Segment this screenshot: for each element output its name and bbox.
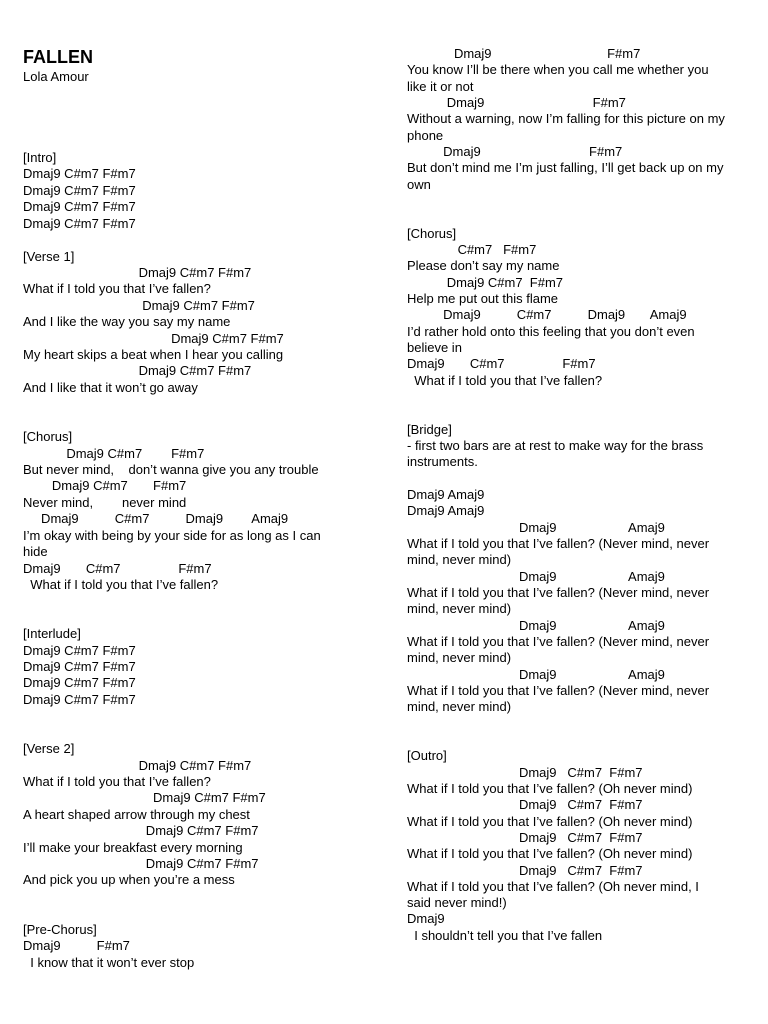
chord-line: Dmaj9 C#m7 F#m7 — [23, 691, 136, 707]
lyric-line: What if I told you that I’ve fallen? — [23, 773, 211, 789]
chord-line: Dmaj9 C#m7 F#m7 — [407, 862, 643, 878]
chord-line: Dmaj9 C#m7 F#m7 — [23, 297, 255, 313]
lyric-line: Help me put out this flame — [407, 290, 559, 306]
chord-line: Dmaj9 C#m7 F#m7 — [23, 757, 252, 773]
lyric-line: I’d rather hold onto this feeling that you don’t even — [407, 323, 695, 339]
chord-line: Dmaj9 C#m7 F#m7 — [23, 182, 136, 198]
section-label: [Outro] — [407, 748, 447, 764]
chord-line: Dmaj9 C#m7 F#m7 — [23, 659, 136, 675]
section-label: [Verse 1] — [23, 248, 75, 264]
lyric-line: I’ll make your breakfast every morning — [23, 839, 243, 855]
section-label: [Verse 2] — [23, 741, 75, 757]
lyric-line: I shouldn’t tell you that I’ve fallen — [407, 927, 603, 943]
chord-line: Dmaj9 Amaj9 — [407, 568, 665, 584]
lyric-line: mind, never mind) — [407, 650, 512, 666]
chord-line: Dmaj9 C#m7 F#m7 — [407, 356, 596, 372]
lyric-line: And I like the way you say my name — [23, 314, 231, 330]
lyric-line: own — [407, 176, 431, 192]
chord-line: Dmaj9 C#m7 F#m7 — [23, 363, 252, 379]
chord-line: Dmaj9 C#m7 F#m7 — [23, 199, 136, 215]
lyric-line: A heart shaped arrow through my chest — [23, 806, 250, 822]
chord-line: Dmaj9 C#m7 F#m7 — [23, 675, 136, 691]
section-label: [Chorus] — [407, 225, 457, 241]
lyric-line: mind, never mind) — [407, 552, 512, 568]
lyric-line: What if I told you that I’ve fallen? (Oh never mind) — [407, 780, 693, 796]
song-artist: Lola Amour — [23, 69, 89, 84]
lyric-line: What if I told you that I’ve fallen? (Oh never mind) — [407, 846, 693, 862]
chord-line: Dmaj9 C#m7 F#m7 — [23, 330, 284, 346]
lyric-line: I know that it won’t ever stop — [23, 954, 195, 970]
lyric-line: mind, never mind) — [407, 699, 512, 715]
lyric-line: But never mind, don’t wanna give you any trouble — [23, 461, 319, 477]
chord-line: Dmaj9 Amaj9 — [407, 617, 665, 633]
chord-line: Dmaj9 C#m7 F#m7 — [23, 215, 136, 231]
lyric-line: And I like that it won’t go away — [23, 379, 198, 395]
chord-line: Dmaj9 C#m7 F#m7 — [407, 274, 564, 290]
lyric-line: What if I told you that I’ve fallen? — [407, 372, 603, 388]
song-title: FALLEN — [23, 47, 93, 67]
chord-line: Dmaj9 F#m7 — [407, 143, 623, 159]
chord-line: Dmaj9 C#m7 F#m7 — [23, 856, 259, 872]
chord-line: Dmaj9 C#m7 F#m7 — [23, 642, 136, 658]
lyric-line: Please don’t say my name — [407, 258, 560, 274]
lyric-line: believe in — [407, 339, 462, 355]
lyric-line: I’m okay with being by your side for as long as I can — [23, 527, 321, 543]
lyric-line: Without a warning, now I’m falling for this picture on my — [407, 111, 725, 127]
section-label: [Pre-Chorus] — [23, 921, 97, 937]
lyric-line: phone — [407, 127, 444, 143]
chord-line: Dmaj9 Amaj9 — [407, 503, 485, 519]
section-label: [Bridge] — [407, 421, 452, 437]
section-label: [Intro] — [23, 150, 57, 165]
chord-line: Dmaj9 C#m7 F#m7 — [23, 445, 205, 461]
lyric-line: like it or not — [407, 78, 474, 94]
lyric-line: You know I’ll be there when you call me whether you — [407, 62, 709, 78]
section-label: [Interlude] — [23, 626, 81, 642]
chord-line: Dmaj9 F#m7 — [23, 938, 130, 954]
lyric-line: What if I told you that I’ve fallen? (Never mind, never — [407, 682, 710, 698]
lyric-line: But don’t mind me I’m just falling, I’ll get back up on my — [407, 160, 724, 176]
lyric-line: My heart skips a beat when I hear you calling — [23, 347, 284, 363]
chord-line: Dmaj9 C#m7 F#m7 — [23, 790, 266, 806]
lyric-line: What if I told you that I’ve fallen? — [23, 576, 219, 592]
lyric-line: What if I told you that I’ve fallen? — [23, 281, 211, 297]
lyric-line: What if I told you that I’ve fallen? (Never mind, never — [407, 535, 710, 551]
lyric-line: What if I told you that I’ve fallen? (Never mind, never — [407, 633, 710, 649]
chord-line: Dmaj9 C#m7 F#m7 — [23, 166, 136, 182]
chord-line: Dmaj9 Amaj9 — [407, 666, 665, 682]
chord-line: Dmaj9 Amaj9 — [407, 519, 665, 535]
chord-line: Dmaj9 C#m7 F#m7 — [407, 829, 643, 845]
note-line: - first two bars are at rest to make way for the brass — [407, 437, 704, 453]
chord-line: Dmaj9 C#m7 F#m7 — [23, 823, 259, 839]
chord-line: Dmaj9 C#m7 F#m7 — [407, 764, 643, 780]
chord-line: Dmaj9 F#m7 — [407, 94, 626, 110]
lyric-line: mind, never mind) — [407, 601, 512, 617]
chord-line: Dmaj9 — [407, 911, 445, 927]
chord-line: Dmaj9 C#m7 F#m7 — [23, 560, 212, 576]
chord-line: Dmaj9 C#m7 F#m7 — [23, 478, 187, 494]
lyric-line: instruments. — [407, 454, 478, 470]
chord-line: Dmaj9 C#m7 F#m7 — [407, 797, 643, 813]
section-label: [Chorus] — [23, 429, 73, 445]
lyric-line: What if I told you that I’ve fallen? (Oh never mind) — [407, 813, 693, 829]
chord-line: C#m7 F#m7 — [407, 241, 537, 257]
chord-line: Dmaj9 Amaj9 — [407, 486, 485, 502]
lyric-line: said never mind!) — [407, 895, 507, 911]
lyric-line: What if I told you that I’ve fallen? (Oh never mind, I — [407, 878, 699, 894]
lyric-line: Never mind, never mind — [23, 494, 187, 510]
lyric-line: What if I told you that I’ve fallen? (Never mind, never — [407, 584, 710, 600]
chord-line: Dmaj9 C#m7 F#m7 — [23, 264, 252, 280]
lyric-line: And pick you up when you’re a mess — [23, 872, 235, 888]
lyric-line: hide — [23, 544, 48, 560]
chord-line: Dmaj9 C#m7 Dmaj9 Amaj9 — [407, 307, 687, 323]
chord-line: Dmaj9 C#m7 Dmaj9 Amaj9 — [23, 511, 289, 527]
chord-line: Dmaj9 F#m7 — [407, 46, 641, 61]
